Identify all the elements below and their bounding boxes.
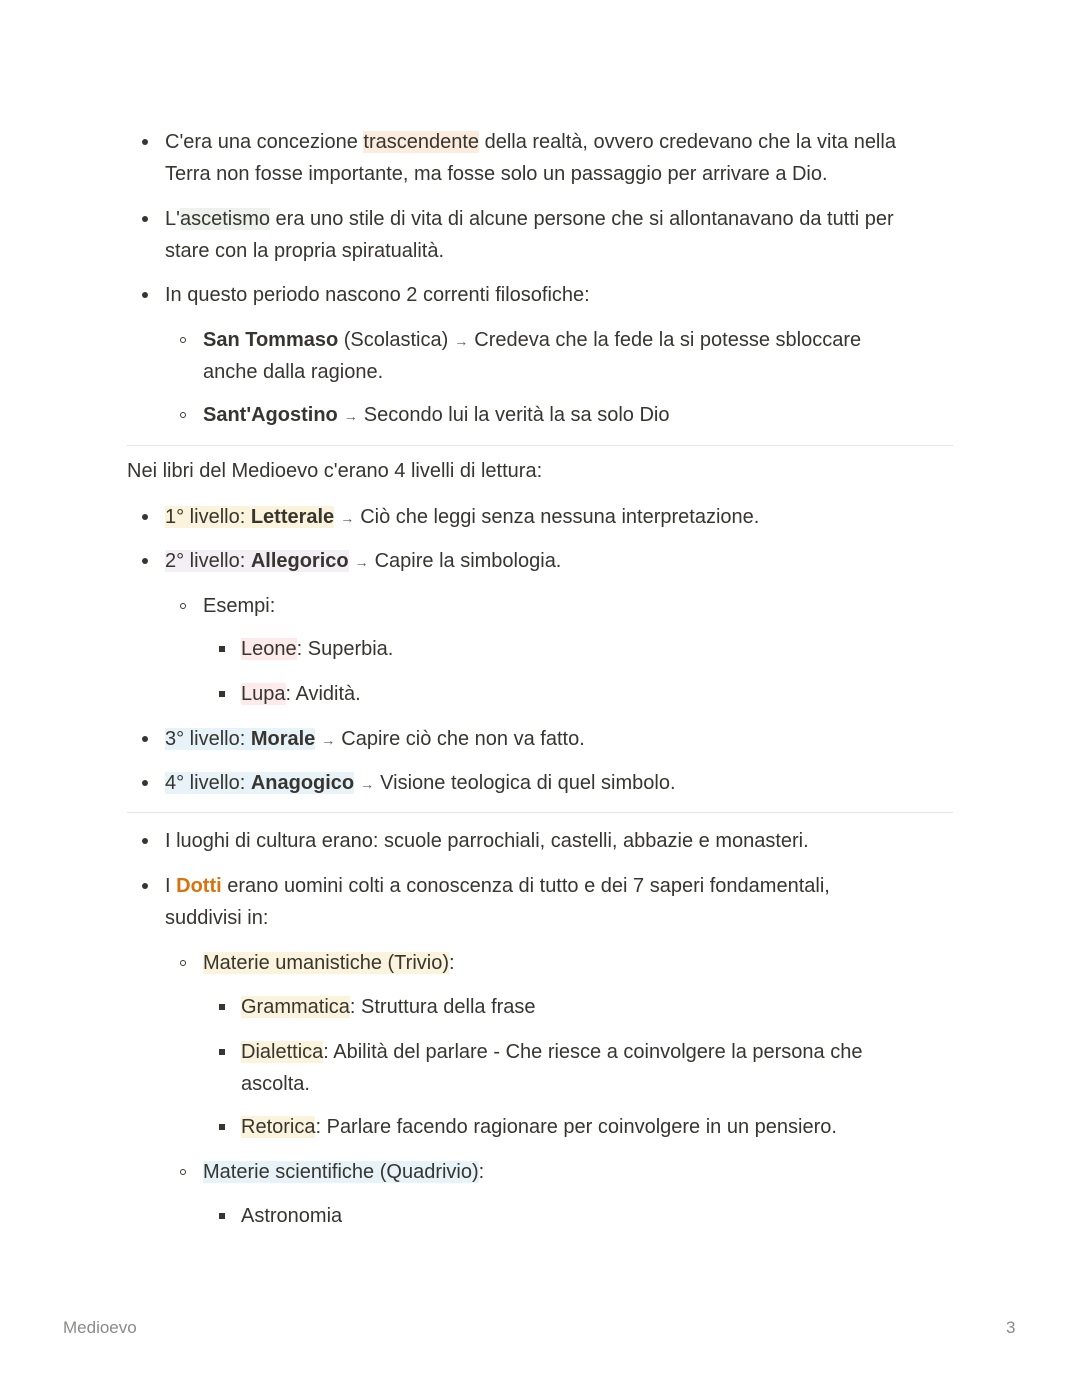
bullet — [142, 838, 148, 844]
text-line: 1° livello: Letterale → Ciò che leggi senza nessuna interpretazione. — [165, 506, 760, 528]
bullet — [142, 139, 148, 145]
text-line: Materie scientifiche (Quadrivio): — [203, 1161, 485, 1183]
bullet — [219, 691, 225, 697]
text-line: In questo periodo nascono 2 correnti filosofiche: — [165, 284, 590, 306]
bullet — [180, 603, 186, 609]
bullet — [219, 1049, 225, 1055]
bullet — [219, 646, 225, 652]
divider — [127, 812, 953, 813]
text-line: 2° livello: Allegorico → Capire la simbologia. — [165, 550, 562, 572]
text-line: Nei libri del Medioevo c'erano 4 livelli di lettura: — [127, 460, 543, 482]
bullet — [142, 558, 148, 564]
bullet — [180, 1169, 186, 1175]
divider — [127, 445, 953, 446]
bullet — [180, 412, 186, 418]
page-number: 3 — [1006, 1318, 1016, 1337]
text-line: C'era una concezione trascendente della realtà, ovvero credevano che la vita nella — [165, 131, 896, 153]
text-line: Sant'Agostino → Secondo lui la verità la sa solo Dio — [203, 404, 670, 426]
text-line: Grammatica: Struttura della frase — [241, 996, 536, 1018]
text-line: Leone: Superbia. — [241, 638, 394, 660]
bullet — [219, 1124, 225, 1130]
text-line: anche dalla ragione. — [203, 361, 384, 383]
text-line: 4° livello: Anagogico → Visione teologica di quel simbolo. — [165, 772, 676, 794]
bullet — [142, 292, 148, 298]
text-line: Dialettica: Abilità del parlare - Che riesce a coinvolgere la persona che — [241, 1041, 863, 1063]
bullet — [142, 736, 148, 742]
text-line: stare con la propria spiratualità. — [165, 240, 445, 262]
text-line: L'ascetismo era uno stile di vita di alcune persone che si allontanavano da tutti per — [165, 208, 894, 230]
text-line: Lupa: Avidità. — [241, 683, 361, 705]
text-line: I Dotti erano uomini colti a conoscenza di tutto e dei 7 saperi fondamentali, — [165, 875, 830, 897]
bullet — [180, 960, 186, 966]
bullet — [142, 514, 148, 520]
text-line: Terra non fosse importante, ma fosse solo un passaggio per arrivare a Dio. — [165, 163, 828, 185]
footer-title: Medioevo — [63, 1318, 137, 1337]
bullet — [219, 1213, 225, 1219]
text-line: Astronomia — [241, 1205, 343, 1227]
text-line: I luoghi di cultura erano: scuole parrochiali, castelli, abbazie e monasteri. — [165, 830, 809, 852]
bullet — [142, 216, 148, 222]
text-line: Esempi: — [203, 595, 276, 617]
bullet — [180, 337, 186, 343]
bullet — [142, 883, 148, 889]
text-line: Materie umanistiche (Trivio): — [203, 952, 455, 974]
text-line: ascolta. — [241, 1073, 310, 1095]
text-line: Retorica: Parlare facendo ragionare per coinvolgere in un pensiero. — [241, 1116, 837, 1138]
bullet — [219, 1004, 225, 1010]
text-line: suddivisi in: — [165, 907, 269, 929]
bullet — [142, 780, 148, 786]
text-line: 3° livello: Morale → Capire ciò che non va fatto. — [165, 728, 585, 750]
text-line: San Tommaso (Scolastica) → Credeva che la fede la si potesse sbloccare — [203, 329, 862, 351]
